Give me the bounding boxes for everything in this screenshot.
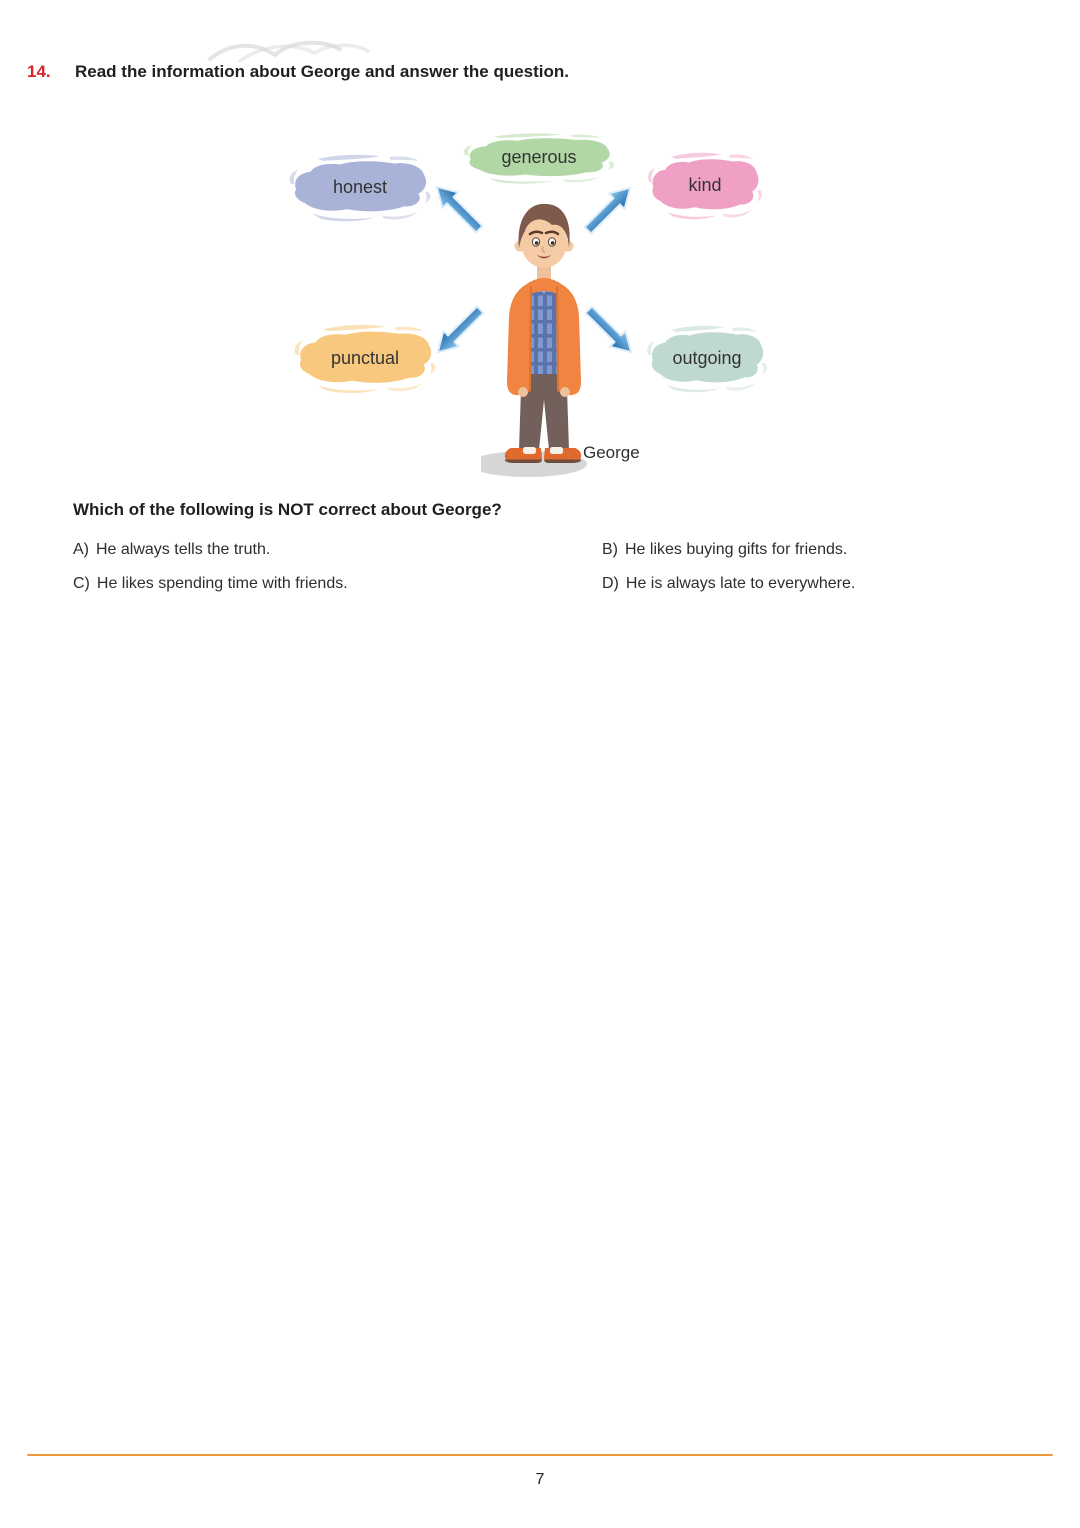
trait-label: punctual (330, 348, 400, 368)
trait-label: kind (688, 175, 722, 195)
george-illustration (481, 200, 605, 482)
question-number: 14. (27, 62, 51, 81)
trait-splash-punctual (292, 319, 438, 403)
footer-divider (27, 1454, 1053, 1456)
option-label: D) (602, 575, 619, 592)
option-c (73, 575, 348, 593)
person-name-label: George (583, 443, 640, 462)
trait-label: generous (501, 147, 577, 167)
option-d (602, 575, 855, 593)
option-text: He likes spending time with friends. (96, 575, 348, 592)
trait-label: outgoing (672, 348, 742, 368)
question-prompt: Which of the following is NOT correct about George? (73, 500, 502, 519)
trait-diagram (0, 0, 1080, 500)
option-b (602, 541, 847, 559)
trait-splash-kind (646, 147, 764, 229)
option-a (73, 541, 270, 559)
question-instruction: Read the information about George and answer the question. (75, 62, 569, 81)
trait-splash-honest (287, 149, 433, 231)
option-text: He always tells the truth. (96, 541, 271, 558)
trait-splash-generous (461, 129, 617, 191)
option-label: C) (73, 575, 90, 592)
page-number: 7 (535, 1471, 545, 1488)
trait-splash-outgoing (645, 320, 769, 402)
option-text: He likes buying gifts for friends. (625, 541, 848, 558)
option-label: B) (602, 541, 618, 558)
option-label: A) (73, 541, 89, 558)
trait-label: honest (332, 177, 388, 197)
option-text: He is always late to everywhere. (625, 575, 856, 592)
